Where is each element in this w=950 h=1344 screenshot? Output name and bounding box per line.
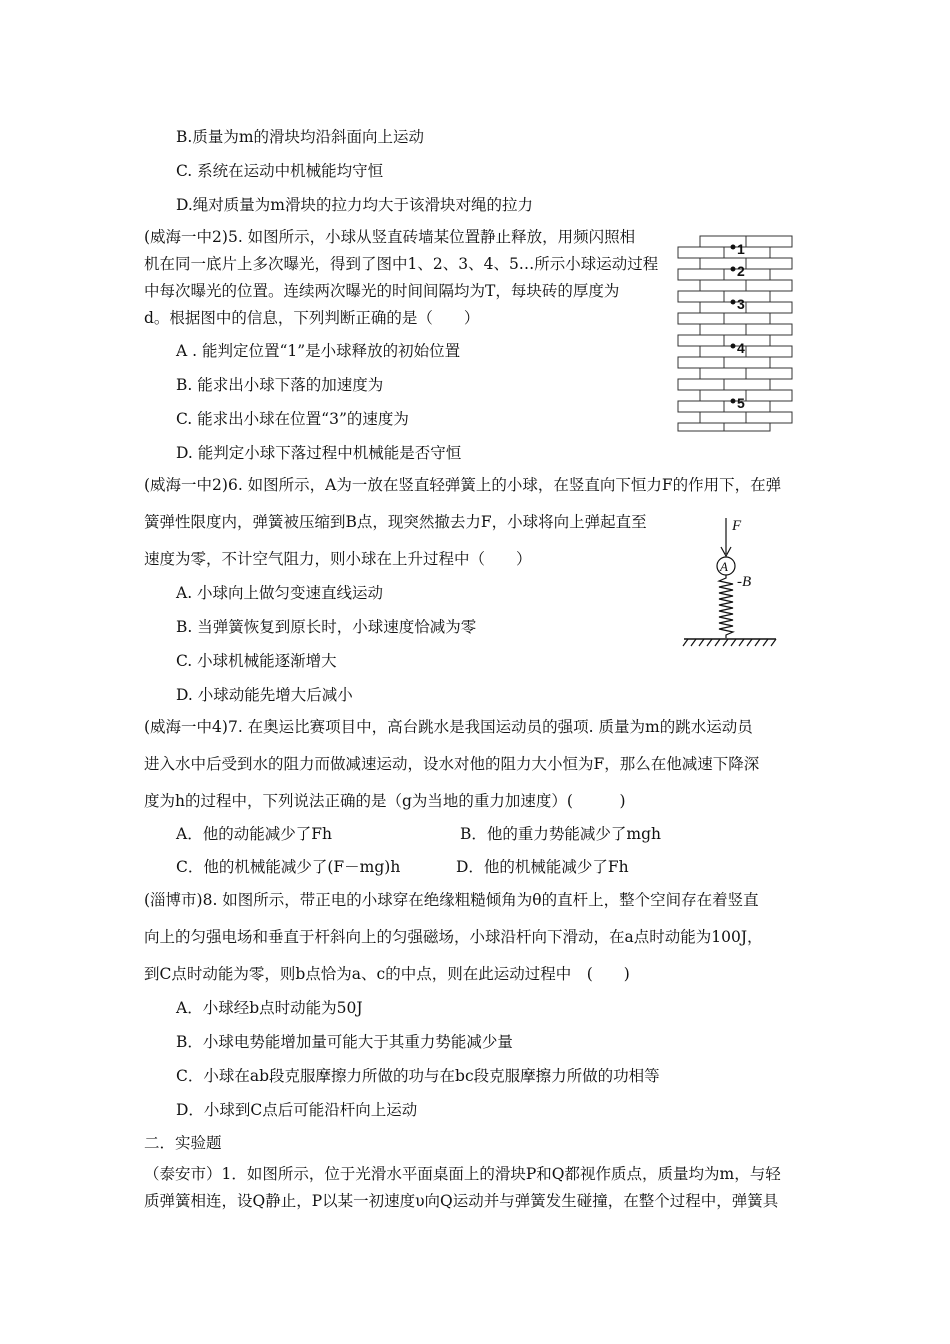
point-b-label: -B: [737, 574, 752, 590]
spring: [719, 575, 733, 638]
q5-option-a: A . 能判定位置“1”是小球释放的初始位置: [176, 342, 461, 360]
q7-option-d: D．他的机械能减少了Fh: [456, 858, 629, 876]
q7-stem-line-1: (威海一中4)7. 在奥运比赛项目中，高台跳水是我国运动员的强项. 质量为m的跳水运动员: [144, 718, 753, 736]
q8-option-b: B．小球电势能增加量可能大于其重力势能减少量: [176, 1033, 513, 1051]
q7-stem-line-3: 度为h的过程中，下列说法正确的是（g为当地的重力加速度）( ): [144, 792, 626, 810]
q6-stem-line-3: 速度为零，不计空气阻力，则小球在上升过程中（ ）: [144, 550, 532, 568]
q5-option-c: C. 能求出小球在位置“3”的速度为: [176, 410, 409, 428]
q8-stem-line-1: (淄博市)8. 如图所示，带正电的小球穿在绝缘粗糙倾角为θ的直杆上，整个空间存在着竖直: [144, 891, 759, 909]
q8-option-c: C．小球在ab段克服摩擦力所做的功与在bc段克服摩擦力所做的功相等: [176, 1067, 660, 1085]
ball-position-1: [731, 245, 736, 250]
q4-option-b: B.质量为m的滑块均沿斜面向上运动: [176, 128, 425, 146]
q8-option-d: D．小球到C点后可能沿杆向上运动: [176, 1101, 418, 1119]
q5-stem-line-3: 中每次曝光的位置。连续两次曝光的时间间隔均为T，每块砖的厚度为: [144, 282, 620, 300]
position-label-3: 3: [737, 296, 745, 312]
q4-option-c: C. 系统在运动中机械能均守恒: [176, 162, 384, 180]
brick-wall-figure: [676, 234, 798, 434]
q5-option-b: B. 能求出小球下落的加速度为: [176, 376, 384, 394]
q5-stem-line-2: 机在同一底片上多次曝光，得到了图中1、2、3、4、5…所示小球运动过程: [144, 255, 659, 273]
force-label: F: [732, 518, 742, 534]
spring-ball-figure: [680, 514, 780, 654]
q7-option-a: A．他的动能减少了Fh: [176, 825, 332, 843]
q6-option-b: B. 当弹簧恢复到原长时，小球速度恰减为零: [176, 618, 477, 636]
position-label-5: 5: [737, 395, 745, 411]
q6-option-c: C. 小球机械能逐渐增大: [176, 652, 337, 670]
q7-option-c: C．他的机械能减少了(F－mg)h: [176, 858, 401, 876]
q7-stem-line-2: 进入水中后受到水的阻力而做减速运动，设水对他的阻力大小恒为F，那么在他减速下降深: [144, 755, 760, 773]
q6-stem-line-2: 簧弹性限度内，弹簧被压缩到B点，现突然撤去力F，小球将向上弹起直至: [144, 513, 647, 531]
section-2-q1-line-1: （泰安市）1．如图所示，位于光滑水平面桌面上的滑块P和Q都视作质点，质量均为m，与轻: [144, 1165, 781, 1183]
q4-option-d: D.绳对质量为m滑块的拉力均大于该滑块对绳的拉力: [176, 196, 534, 214]
position-label-2: 2: [737, 263, 745, 279]
ball-label: A: [720, 559, 728, 574]
q6-stem-line-1: (威海一中2)6. 如图所示，A为一放在竖直轻弹簧上的小球，在竖直向下恒力F的作用下，在弹: [144, 476, 782, 494]
position-label-4: 4: [737, 340, 745, 356]
q6-option-a: A. 小球向上做匀变速直线运动: [176, 584, 384, 602]
q6-option-d: D. 小球动能先增大后减小: [176, 686, 353, 704]
ground-hatch: [683, 639, 776, 646]
ball-position-3: [731, 300, 736, 305]
q5-stem-line-4: d。根据图中的信息，下列判断正确的是（ ）: [144, 309, 480, 327]
q5-option-d: D. 能判定小球下落过程中机械能是否守恒: [176, 444, 462, 462]
q8-option-a: A．小球经b点时动能为50J: [176, 999, 363, 1017]
q8-stem-line-2: 向上的匀强电场和垂直于杆斜向上的匀强磁场，小球沿杆向下滑动，在a点时动能为100J，: [144, 928, 763, 946]
q5-stem-line-1: (威海一中2)5. 如图所示，小球从竖直砖墙某位置静止释放，用频闪照相: [144, 228, 636, 246]
q7-option-b: B．他的重力势能减少了mgh: [460, 825, 661, 843]
q8-stem-line-3: 到C点时动能为零，则b点恰为a、c的中点，则在此运动过程中 ( ): [144, 965, 630, 983]
section-2-heading: 二．实验题: [144, 1134, 222, 1152]
ball-position-2: [731, 267, 736, 272]
ball-position-4: [731, 344, 736, 349]
position-label-1: 1: [737, 241, 745, 257]
ball-position-5: [731, 399, 736, 404]
section-2-q1-line-2: 质弹簧相连，设Q静止，P以某一初速度υ向Q运动并与弹簧发生碰撞，在整个过程中，弹簧具: [144, 1192, 779, 1210]
